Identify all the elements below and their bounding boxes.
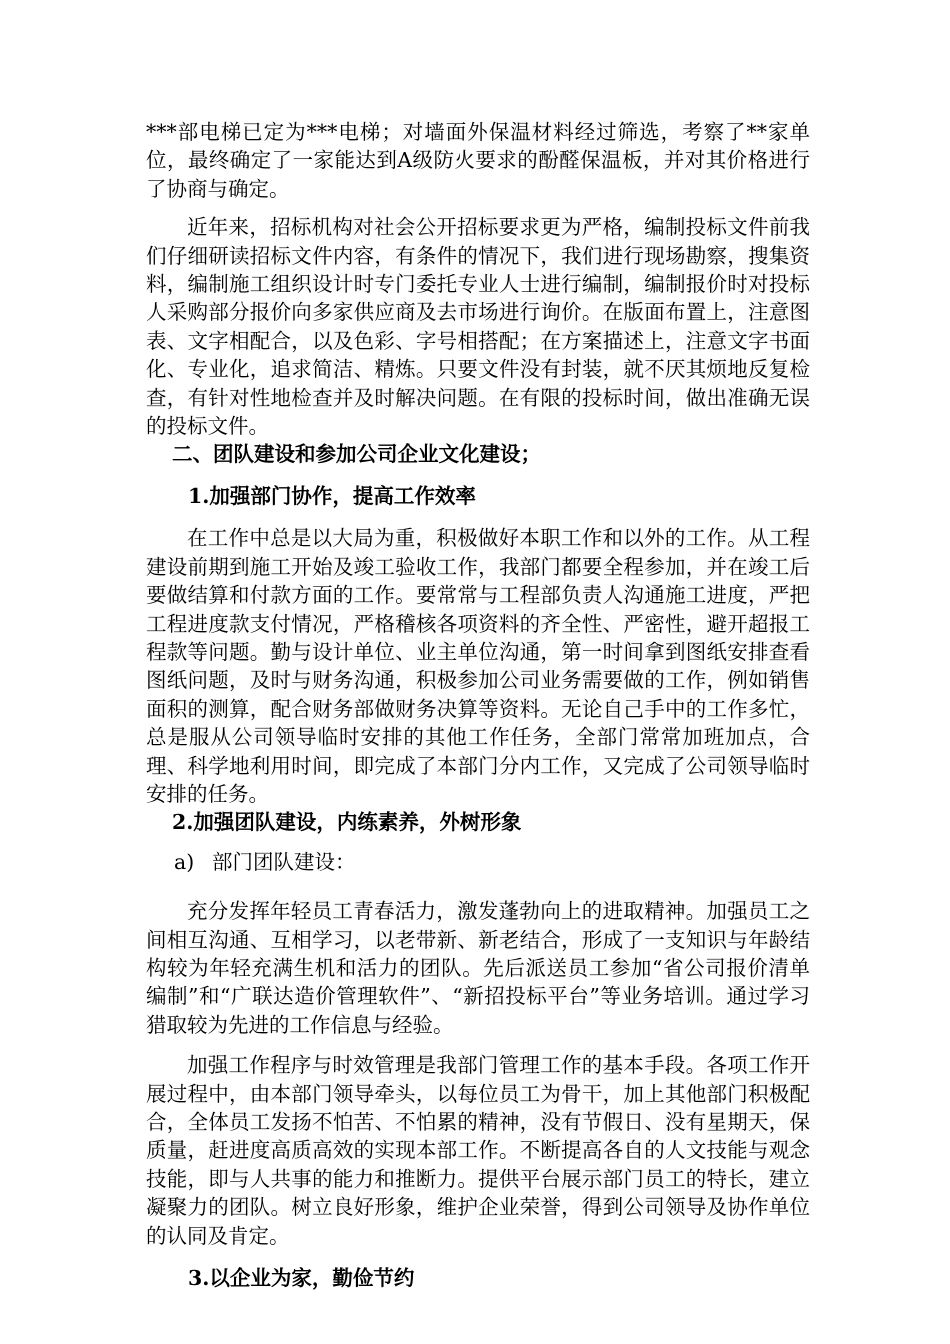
document-page <box>146 118 810 1292</box>
list-item-text: 部门团队建设： <box>212 849 356 874</box>
section-heading-team-building: 二、团队建设和参加公司企业文化建设； <box>172 442 541 467</box>
subheading-thrift: 3.以企业为家，勤俭节约 <box>188 1266 415 1291</box>
subheading-department-cooperation: 1.加强部门协作，提高工作效率 <box>188 483 476 508</box>
paragraph-elevator-insulation: ***部电梯已定为***电梯；对墙面外保温材料经过筛选，考察了**家单位，最终确定了一家能达到A级防火要求的酚醛保温板，并对其价格进行了协商与确定。 <box>146 120 810 201</box>
paragraph-cooperation: 在工作中总是以大局为重，积极做好本职工作和以外的工作。从工程建设前期到施工开始及竣工验收工作，我部门都要全程参加，并在竣工后要做结算和付款方面的工作。要常常与工程部负责人沟通施工进度，严把工程进度款支付情况，严格稽核各项资料的齐全性、严密性，避开超报工程款等问题。勤与设计单位、业主单位沟通，第一时间拿到图纸安排查看图纸问题，及时与财务沟通，积极参加公司业务需要做的工作，例如销售面积的测算，配合财务部做财务决算等资料。无论自己手中的工作多忙，总是服从公司领导临时安排的其他工作任务，全部门常常加班加点，合理、科学地利用时间，即完成了本部门分内工作，又完成了公司领导临时安排的任务。 <box>146 526 810 806</box>
list-marker: a) <box>174 849 195 874</box>
subheading-team-image: 2.加强团队建设，内练素养，外树形象 <box>172 810 522 835</box>
list-item-a <box>146 848 810 876</box>
paragraph-bidding: 近年来，招标机构对社会公开招标要求更为严格，编制投标文件前我们仔细研读招标文件内容，有条件的情况下，我们进行现场勘察，搜集资料，编制施工组织设计时专门委托专业人士进行编制，编制报价时对投标人采购部分报价向多家供应商及去市场进行询价。在版面布置上，注意图表、文字相配合，以及色彩、字号相搭配；在方案描述上，注意文字书面化、专业化，追求简洁、精炼。只要文件没有封装，就不厌其烦地反复检查，有针对性地检查并及时解决问题。在有限的投标时间，做出准确无误的投标文件。 <box>146 215 810 439</box>
paragraph-workflow-management: 加强工作程序与时效管理是我部门管理工作的基本手段。各项工作开展过程中，由本部门领导牵头，以每位员工为骨干，加上其他部门积极配合，全体员工发扬不怕苦、不怕累的精神，没有节假日、没有星期天，保质量，赶进度高质高效的实现本部工作。不断提高各自的人文技能与观念技能，即与人共事的能力和推断力。提供平台展示部门员工的特长，建立凝聚力的团队。树立良好形象，维护企业荣誉，得到公司领导及协作单位的认同及肯定。 <box>146 1053 810 1248</box>
paragraph-young-staff: 充分发挥年轻员工青春活力，激发蓬勃向上的进取精神。加强员工之间相互沟通、互相学习，以老带新、新老结合，形成了一支知识与年龄结构较为年轻充满生机和活力的团队。先后派送员工参加“省公司报价清单编制”和“广联达造价管理软件”、“新招投标平台”等业务培训。通过学习猎取较为先进的工作信息与经验。 <box>146 899 810 1037</box>
